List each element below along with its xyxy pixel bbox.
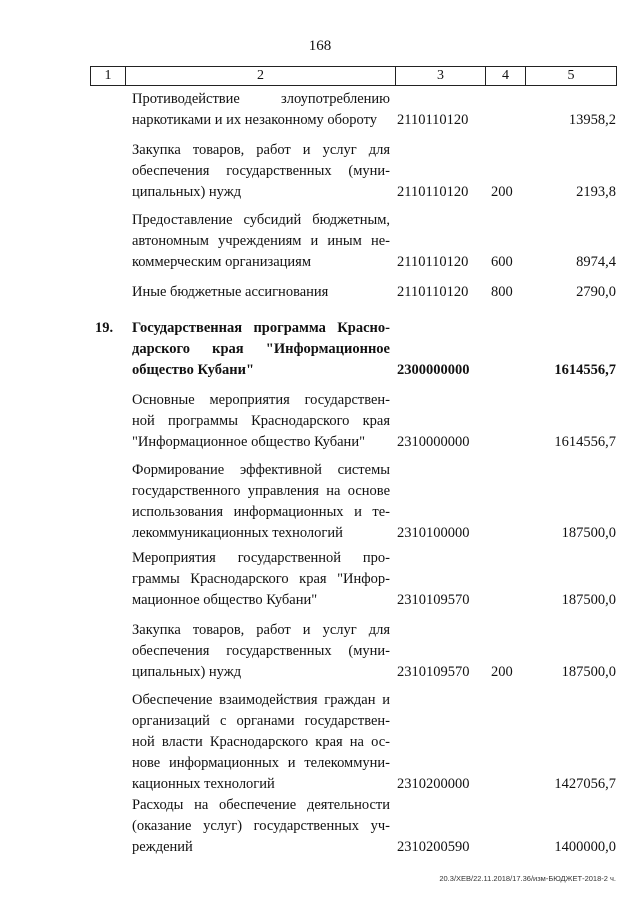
row-name <box>132 460 390 544</box>
row-name <box>132 795 390 858</box>
row-name <box>132 210 390 273</box>
row-name-line: Государственная программа Красно- <box>132 320 390 336</box>
page-number: 168 <box>308 38 332 54</box>
row-name-line: лекоммуникационных технологий <box>132 525 343 541</box>
row-name-line: нове информационных и телекоммуни- <box>132 755 390 771</box>
header-col-2: 2 <box>126 67 396 85</box>
row-name <box>132 548 390 611</box>
row-code: 2300000000 <box>397 362 470 378</box>
row-name-line: Формирование эффективной системы <box>132 462 390 478</box>
header-col-3: 3 <box>396 67 486 85</box>
row-name <box>132 620 390 683</box>
row-code: 2110110120 <box>397 254 469 270</box>
row-code: 2310109570 <box>397 664 470 680</box>
row-code: 2110110120 <box>397 284 469 300</box>
row-code: 2310109570 <box>397 592 470 608</box>
row-name-line: Предоставление субсидий бюджетным, <box>132 212 390 228</box>
row-name-line: граммы Краснодарского края "Инфор- <box>132 571 390 587</box>
row-name-line: ной программы Краснодарского края <box>132 413 390 429</box>
row-name-line: Закупка товаров, работ и услуг для <box>132 622 390 638</box>
row-name <box>132 318 390 381</box>
row-code: 2110110120 <box>397 184 469 200</box>
row-vr: 800 <box>491 284 513 300</box>
header-col-5: 5 <box>567 68 575 83</box>
row-amount: 2790,0 <box>576 284 616 300</box>
row-name-line: обеспечения государственных (муни- <box>132 643 390 659</box>
row-name-line: кационных технологий <box>132 776 275 792</box>
row-code: 2110110120 <box>397 112 469 128</box>
footer-stamp: 20.3/ХЕВ/22.11.2018/17.36/изм-БЮДЖЕТ-2018-2 ч. <box>439 874 616 883</box>
row-name-line: "Информационное общество Кубани" <box>132 434 365 450</box>
row-amount: 2193,8 <box>576 184 616 200</box>
row-name-line: дарского края "Информационное <box>132 341 390 357</box>
header-col-1: 1 <box>91 67 126 85</box>
row-name-line: наркотиками и их незаконному обороту <box>132 112 377 128</box>
row-name-line: реждений <box>132 839 193 855</box>
row-code: 2310200590 <box>397 839 470 855</box>
row-name-line: обеспечения государственных (муни- <box>132 163 390 179</box>
row-amount: 13958,2 <box>568 112 616 128</box>
row-amount: 187500,0 <box>561 664 616 680</box>
row-name-line: Мероприятия государственной про- <box>132 550 390 566</box>
row-name-line: Противодействие злоупотреблению <box>132 91 390 107</box>
row-name <box>132 390 390 453</box>
row-name-line: Основные мероприятия государствен- <box>132 392 390 408</box>
row-name-line: использования информационных и те- <box>132 504 390 520</box>
row-vr: 600 <box>491 254 513 270</box>
row-name-line: ной власти Краснодарского края на ос- <box>132 734 390 750</box>
row-amount: 1614556,7 <box>554 434 616 450</box>
row-amount: 187500,0 <box>561 525 616 541</box>
row-number: 19. <box>95 320 114 336</box>
row-name-line: Иные бюджетные ассигнования <box>132 284 329 300</box>
row-code: 2310200000 <box>397 776 470 792</box>
row-name-line: коммерческим организациям <box>132 254 312 270</box>
row-name-line: общество Кубани" <box>132 362 254 378</box>
row-name-line: Закупка товаров, работ и услуг для <box>132 142 390 158</box>
row-name <box>132 690 390 795</box>
row-name-line: Обеспечение взаимодействия граждан и <box>132 692 390 708</box>
row-code: 2310100000 <box>397 525 470 541</box>
row-name <box>132 89 390 131</box>
row-name-line: Расходы на обеспечение деятельности <box>132 797 390 813</box>
row-amount: 1400000,0 <box>554 839 616 855</box>
row-amount: 187500,0 <box>561 592 616 608</box>
row-name-line: (оказание услуг) государственных уч- <box>132 818 390 834</box>
row-name-line: ципальных) нужд <box>132 184 242 200</box>
row-vr: 200 <box>491 184 513 200</box>
row-amount: 8974,4 <box>576 254 616 270</box>
row-vr: 200 <box>491 664 513 680</box>
row-amount: 1614556,7 <box>554 362 616 378</box>
row-name-line: автономным учреждениям и иным не- <box>132 233 390 249</box>
row-name-line: мационное общество Кубани" <box>132 592 318 608</box>
table-header <box>90 66 617 86</box>
row-name-line: организаций с органами государствен- <box>132 713 390 729</box>
row-amount: 1427056,7 <box>554 776 616 792</box>
row-code: 2310000000 <box>397 434 470 450</box>
row-name-line: ципальных) нужд <box>132 664 242 680</box>
row-name-line: государственного управления на основе <box>132 483 390 499</box>
header-col-4: 4 <box>486 67 526 85</box>
row-name <box>132 282 390 303</box>
row-name <box>132 140 390 203</box>
